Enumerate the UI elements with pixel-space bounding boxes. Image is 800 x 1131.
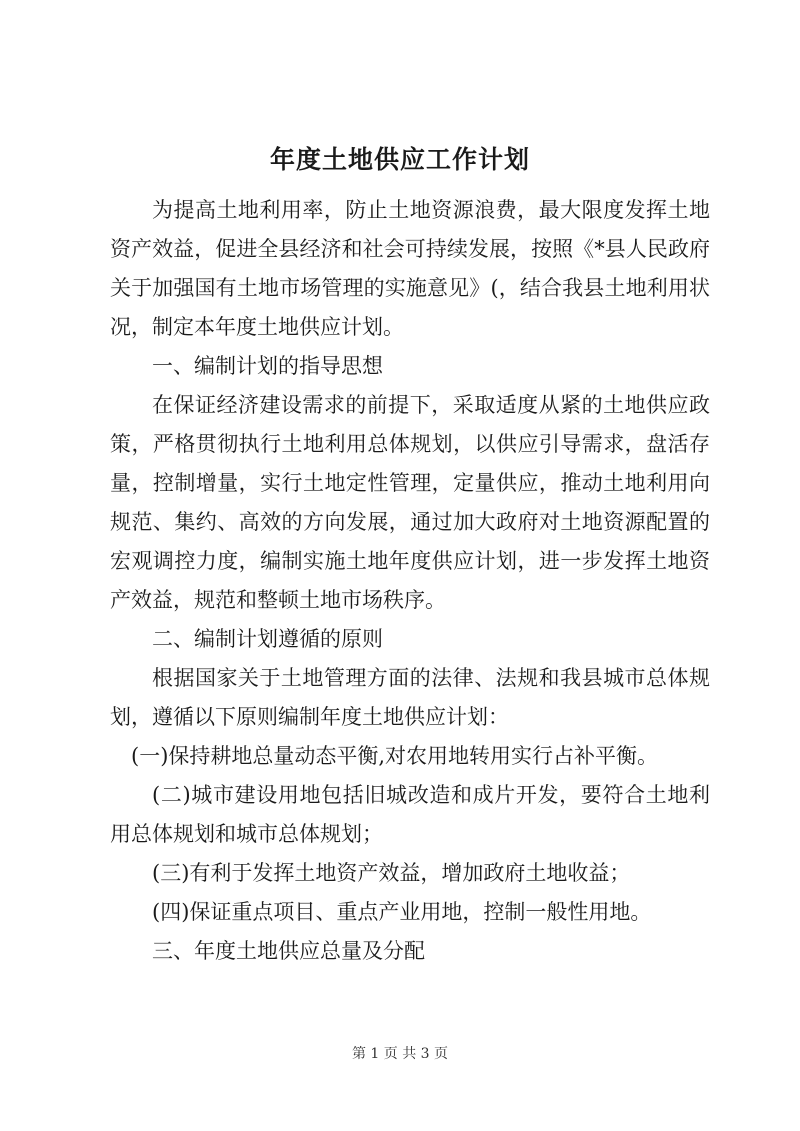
principles-intro-paragraph: 根据国家关于土地管理方面的法律、法规和我县城市总体规划，遵循以下原则编制年度土地供应计划： bbox=[110, 666, 710, 729]
guiding-thought-paragraph: 在保证经济建设需求的前提下，采取适度从紧的土地供应政策，严格贯彻执行土地利用总体规划，以供应引导需求，盘活存量，控制增量，实行土地定性管理，定量供应，推动土地利用向规范、集约、高效的方向发展，通过加大政府对土地资源配置的宏观调控力度，编制实施土地年度供应计划，进一步发挥土地资产效益，规范和整顿土地市场秩序。 bbox=[110, 393, 710, 612]
intro-paragraph: 为提高土地利用率，防止土地资源浪费，最大限度发挥土地资产效益，促进全县经济和社会可持续发展，按照《*县人民政府关于加强国有土地市场管理的实施意见》(，结合我县土地利用状况，制定本年度土地供应计划。 bbox=[110, 198, 710, 339]
document-title: 年度土地供应工作计划 bbox=[269, 145, 530, 174]
document-body bbox=[110, 191, 710, 971]
principle-item-3: (三)有利于发挥土地资产效益，增加政府土地收益； bbox=[152, 861, 631, 885]
section-heading-3: 三、年度土地供应总量及分配 bbox=[152, 939, 425, 963]
section-heading-1: 一、编制计划的指导思想 bbox=[152, 354, 383, 378]
principle-item-4: (四)保证重点项目、重点产业用地，控制一般性用地。 bbox=[152, 900, 652, 924]
principle-item-2: (二)城市建设用地包括旧城改造和成片开发，要符合土地利用总体规划和城市总体规划； bbox=[110, 783, 710, 846]
principle-item-1: (一)保持耕地总量动态平衡,对农用地转用实行占补平衡。 bbox=[131, 744, 659, 768]
page-number-footer: 第 1 页 共 3 页 bbox=[351, 1046, 449, 1062]
section-heading-2: 二、编制计划遵循的原则 bbox=[152, 627, 383, 651]
